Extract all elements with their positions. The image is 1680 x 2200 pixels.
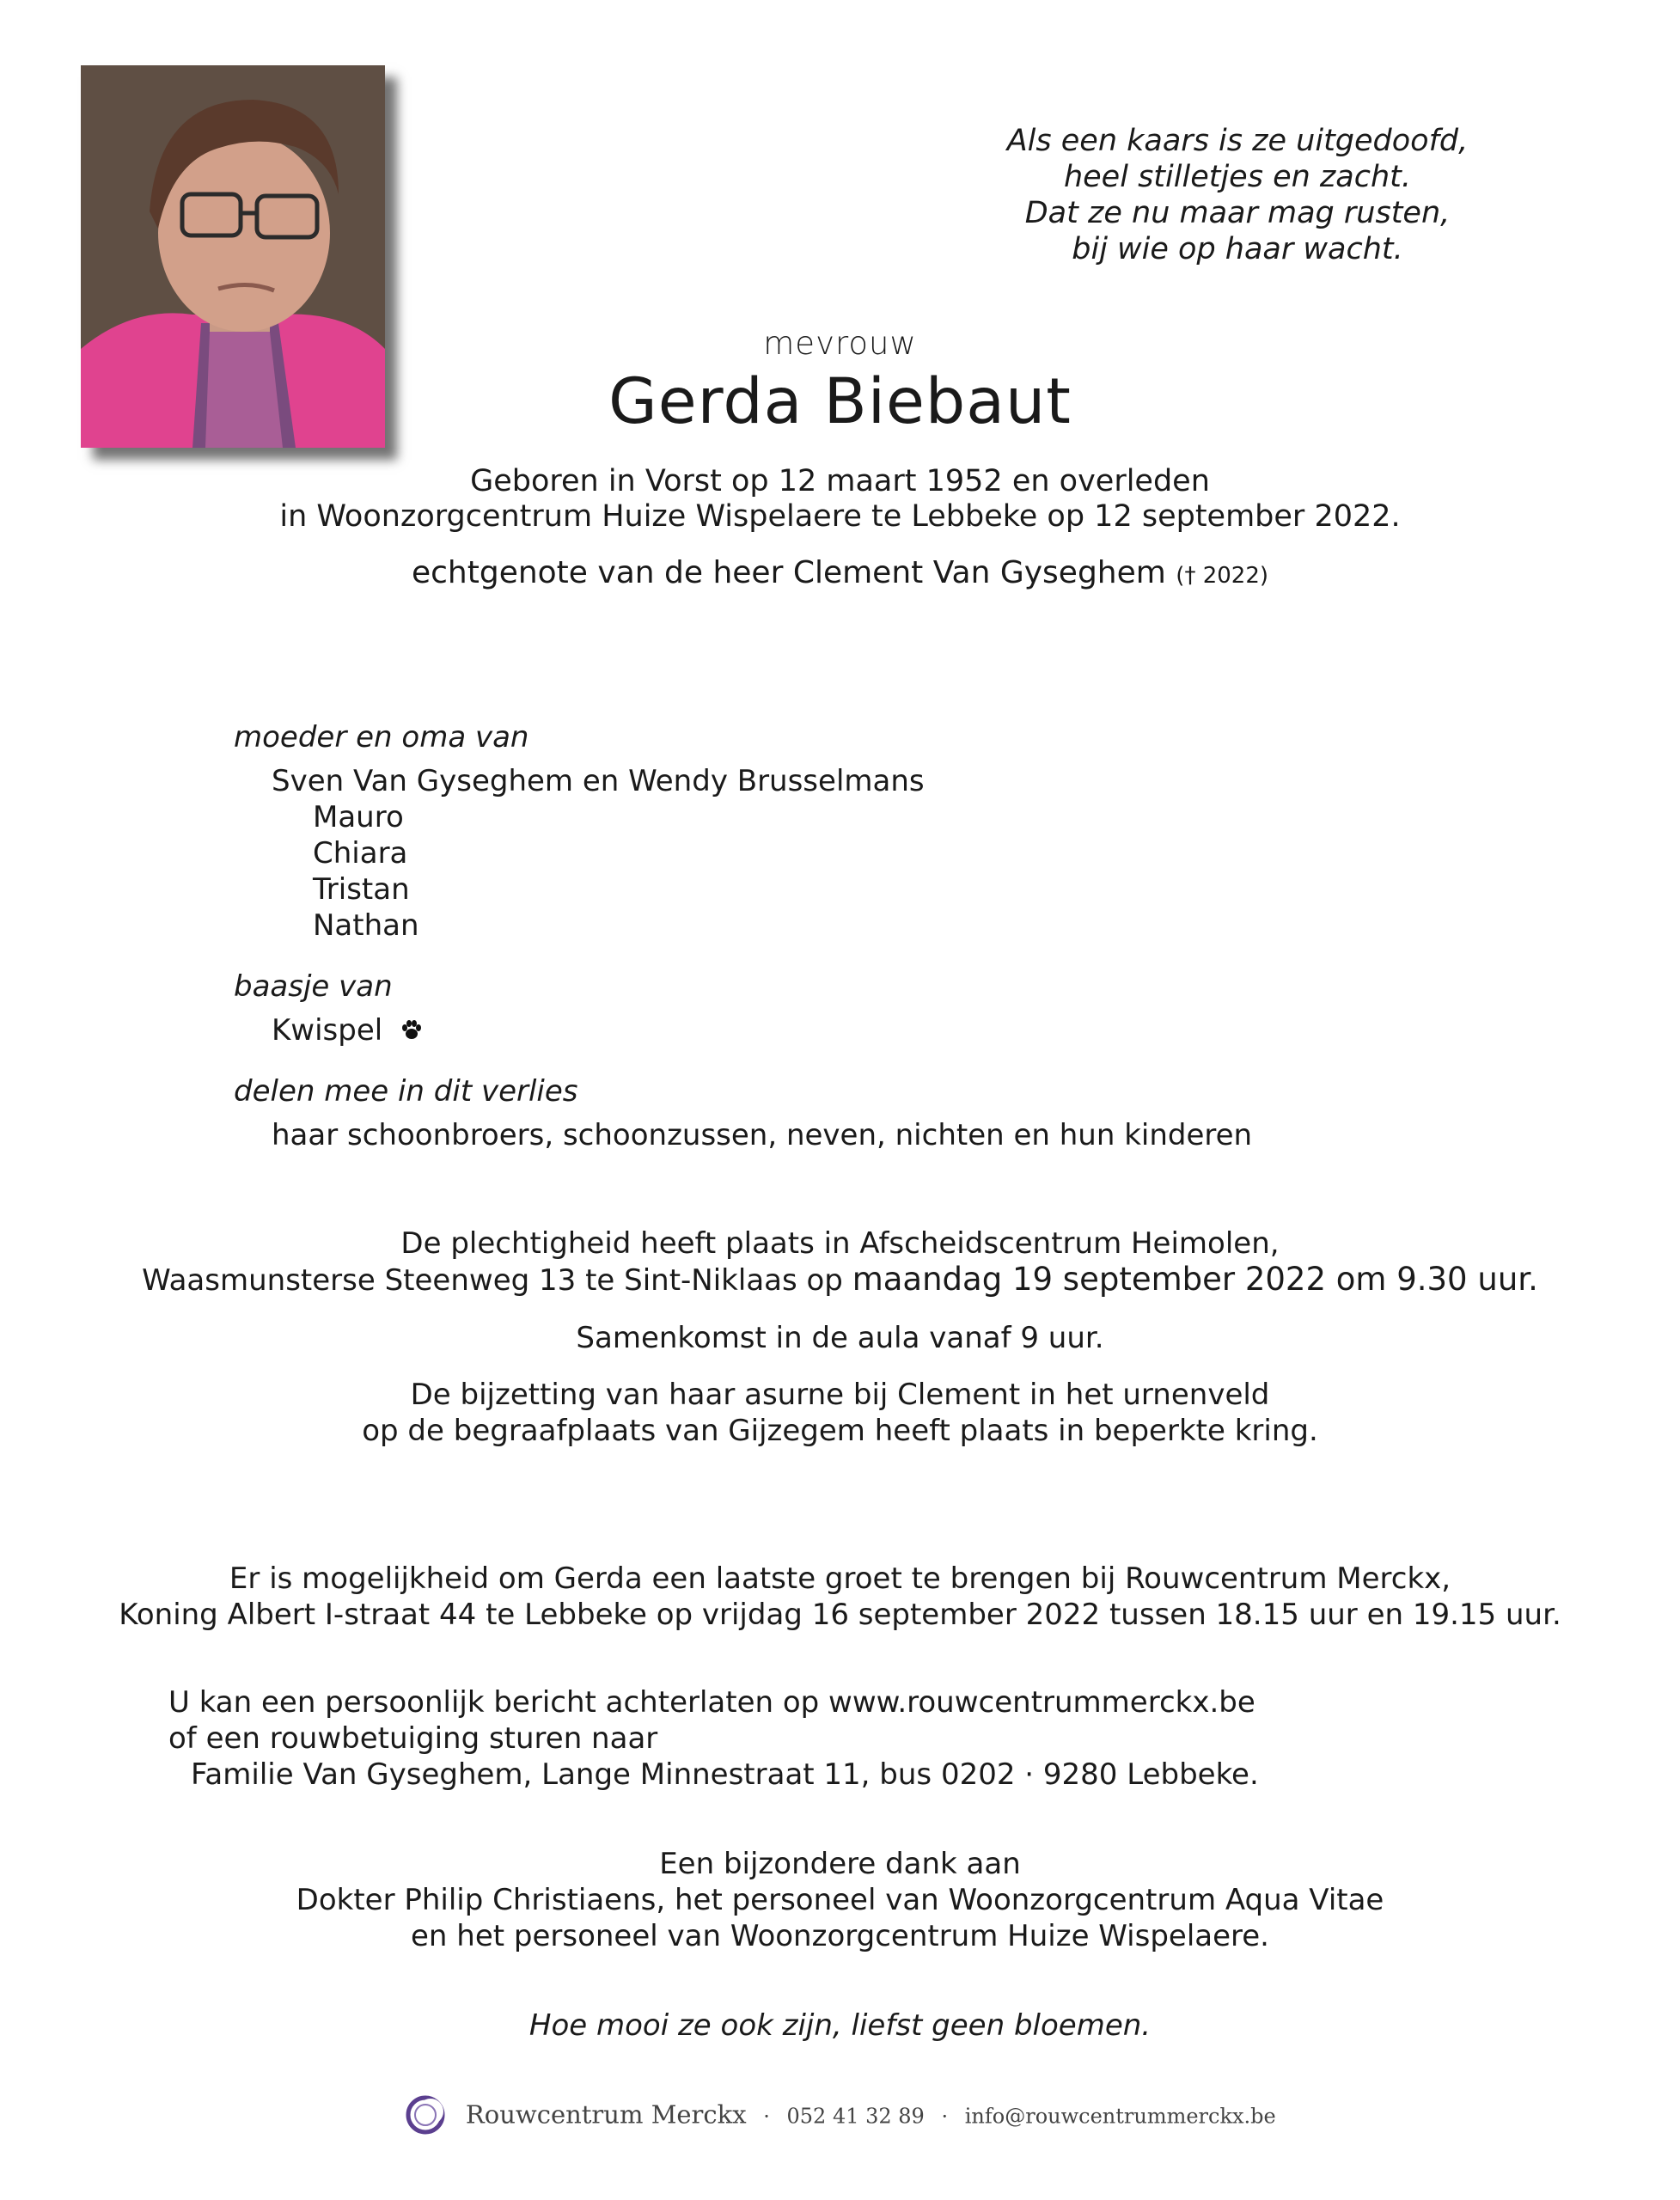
poem-line: Dat ze nu maar mag rusten, — [1024, 196, 1451, 230]
grandchild-item: Chiara — [313, 836, 408, 871]
thanks-line-2: Dokter Philip Christiaens, het personeel van Woonzorgcentrum Aqua Vitae — [296, 1883, 1384, 1917]
footer-email: info@rouwcentrummerckx.be — [964, 2104, 1276, 2129]
spouse-text: echtgenote van de heer Clement Van Gyseghem — [411, 555, 1166, 590]
footer-separator: · — [763, 2104, 770, 2129]
grandchild-item: Tristan — [313, 872, 410, 907]
children-names: Sven Van Gyseghem en Wendy Brusselmans — [272, 764, 925, 798]
ceremony-line-2 — [0, 1262, 1680, 1299]
deceased-name: Gerda Biebaut — [608, 365, 1072, 438]
poem-line: heel stilletjes en zacht. — [1063, 160, 1412, 194]
condolence-website: U kan een persoonlijk bericht achterlaten op www.rouwcentrummerckx.be — [168, 1685, 1255, 1720]
footer-separator: · — [941, 2104, 949, 2129]
footer — [0, 2093, 1680, 2142]
rouwcentrum-logo-icon — [404, 2093, 447, 2142]
born-line: Geboren in Vorst op 12 maart 1952 en overleden — [470, 464, 1210, 498]
thanks-line-3: en het personeel van Woonzorgcentrum Huize Wispelaere. — [411, 1919, 1269, 1953]
visit-line-2: Koning Albert I-straat 44 te Lebbeke op vrijdag 16 september 2022 tussen 18.15 uur en 19.15 uur. — [119, 1598, 1561, 1632]
condolence-address: Familie Van Gyseghem, Lange Minnestraat 11, bus 0202 · 9280 Lebbeke. — [191, 1757, 1259, 1792]
thanks-line-1: Een bijzondere dank aan — [659, 1847, 1021, 1881]
poem — [945, 123, 1530, 267]
spouse-info — [0, 555, 1680, 590]
birth-death-info — [0, 464, 1680, 535]
grandchild-item: Nathan — [313, 908, 419, 943]
flowers-note: Hoe mooi ze ook zijn, liefst geen bloemen. — [528, 2008, 1152, 2043]
others-names: haar schoonbroers, schoonzussen, neven, nichten en hun kinderen — [272, 1118, 1253, 1152]
grandchild-item: Mauro — [313, 800, 404, 834]
gathering-info: Samenkomst in de aula vanaf 9 uur. — [576, 1321, 1104, 1355]
others-label: delen mee in dit verlies — [234, 1074, 578, 1109]
paw-icon — [400, 1014, 423, 1050]
pet-entry — [272, 1012, 423, 1050]
footer-brand: Rouwcentrum Merckx — [465, 2099, 747, 2130]
footer-phone: 052 41 32 89 — [786, 2104, 925, 2129]
ceremony-line-1: De plechtigheid heeft plaats in Afscheidscentrum Heimolen, — [400, 1226, 1280, 1261]
burial-line-2: op de begraafplaats van Gijzegem heeft plaats in beperkte kring. — [362, 1414, 1318, 1448]
burial-line-1: De bijzetting van haar asurne bij Clement in het urnenveld — [410, 1378, 1270, 1412]
pet-name: Kwispel — [272, 1013, 383, 1048]
poem-line: bij wie op haar wacht. — [1072, 232, 1403, 266]
children-label: moeder en oma van — [234, 720, 529, 755]
death-line: in Woonzorgcentrum Huize Wispelaere te Lebbeke op 12 september 2022. — [279, 499, 1401, 534]
ceremony-address: Waasmunsterse Steenweg 13 te Sint-Niklaas op — [142, 1263, 852, 1298]
ceremony-datetime: maandag 19 september 2022 om 9.30 uur. — [852, 1261, 1538, 1298]
pet-label: baasje van — [234, 969, 393, 1004]
poem-line: Als een kaars is ze uitgedoofd, — [1006, 124, 1469, 158]
honorific: mevrouw — [763, 325, 917, 362]
condolence-line-2: of een rouwbetuiging sturen naar — [168, 1721, 658, 1756]
visit-line-1: Er is mogelijkheid om Gerda een laatste groet te brengen bij Rouwcentrum Merckx, — [229, 1561, 1451, 1596]
spouse-note: († 2022) — [1176, 563, 1269, 589]
